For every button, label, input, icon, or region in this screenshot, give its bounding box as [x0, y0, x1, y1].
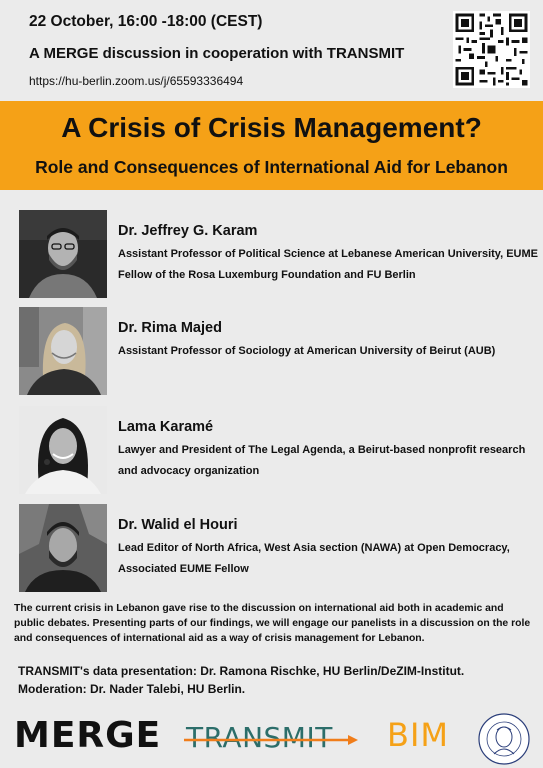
event-title: A Crisis of Crisis Management?	[61, 112, 482, 143]
speaker-card	[19, 307, 534, 395]
speaker-description: Assistant Professor of Sociology at American University of Beirut (AUB)	[118, 345, 496, 357]
speaker-card	[19, 210, 538, 298]
speaker-photo	[19, 406, 107, 494]
event-abstract: The current crisis in Lebanon gave rise to the discussion on international aid both in academic and public debates. Presenting parts of our findings, we will engage our panelists in a discussion on the role and consequences of international aid as a way of crisis management for Lebanon.	[14, 603, 531, 644]
event-title-subtitle: Role and Consequences of International Aid for Lebanon	[35, 157, 508, 177]
speaker-name: Dr. Rima Majed	[118, 320, 222, 336]
speaker-name: Dr. Jeffrey G. Karam	[118, 223, 258, 239]
speaker-description: Lead Editor of North Africa, West Asia section (NAWA) at Open Democracy, Associated EUME Fellow	[118, 542, 510, 575]
event-credits	[18, 662, 464, 698]
speaker-description: Lawyer and President of The Legal Agenda, a Beirut-based nonprofit research and advocacy organization	[118, 444, 526, 477]
event-header	[0, 0, 543, 100]
data-presentation-credit: TRANSMIT's data presentation: Dr. Ramona Rischke, HU Berlin/DeZIM-Institut.	[18, 664, 465, 678]
transmit-logo-text: TRANSMIT	[186, 721, 333, 754]
partner-logos	[0, 706, 543, 768]
event-date: 22 October, 16:00 -18:00 (CEST)	[29, 13, 263, 30]
bim-logo: BIM	[387, 716, 449, 754]
speaker-name: Dr. Walid el Houri	[118, 517, 238, 533]
event-subtitle: A MERGE discussion in cooperation with TRANSMIT	[29, 45, 405, 62]
speaker-name: Lama Karamé	[118, 419, 214, 435]
merge-logo: MERGE	[14, 715, 162, 756]
speaker-card	[19, 406, 534, 494]
qr-code-icon[interactable]	[453, 11, 530, 88]
hu-seal-icon	[477, 712, 531, 766]
speaker-photo	[19, 307, 107, 395]
speaker-photo	[19, 504, 107, 592]
zoom-link[interactable]: https://hu-berlin.zoom.us/j/65593336494	[29, 74, 244, 88]
moderation-credit: Moderation: Dr. Nader Talebi, HU Berlin.	[18, 682, 246, 696]
speaker-photo	[19, 210, 107, 298]
speaker-description: Assistant Professor of Political Science at Lebanese American University, EUME Fellow of the Rosa Luxemburg Foundation and FU Berlin	[118, 248, 538, 281]
speaker-card	[19, 504, 534, 592]
transmit-logo	[184, 720, 360, 761]
